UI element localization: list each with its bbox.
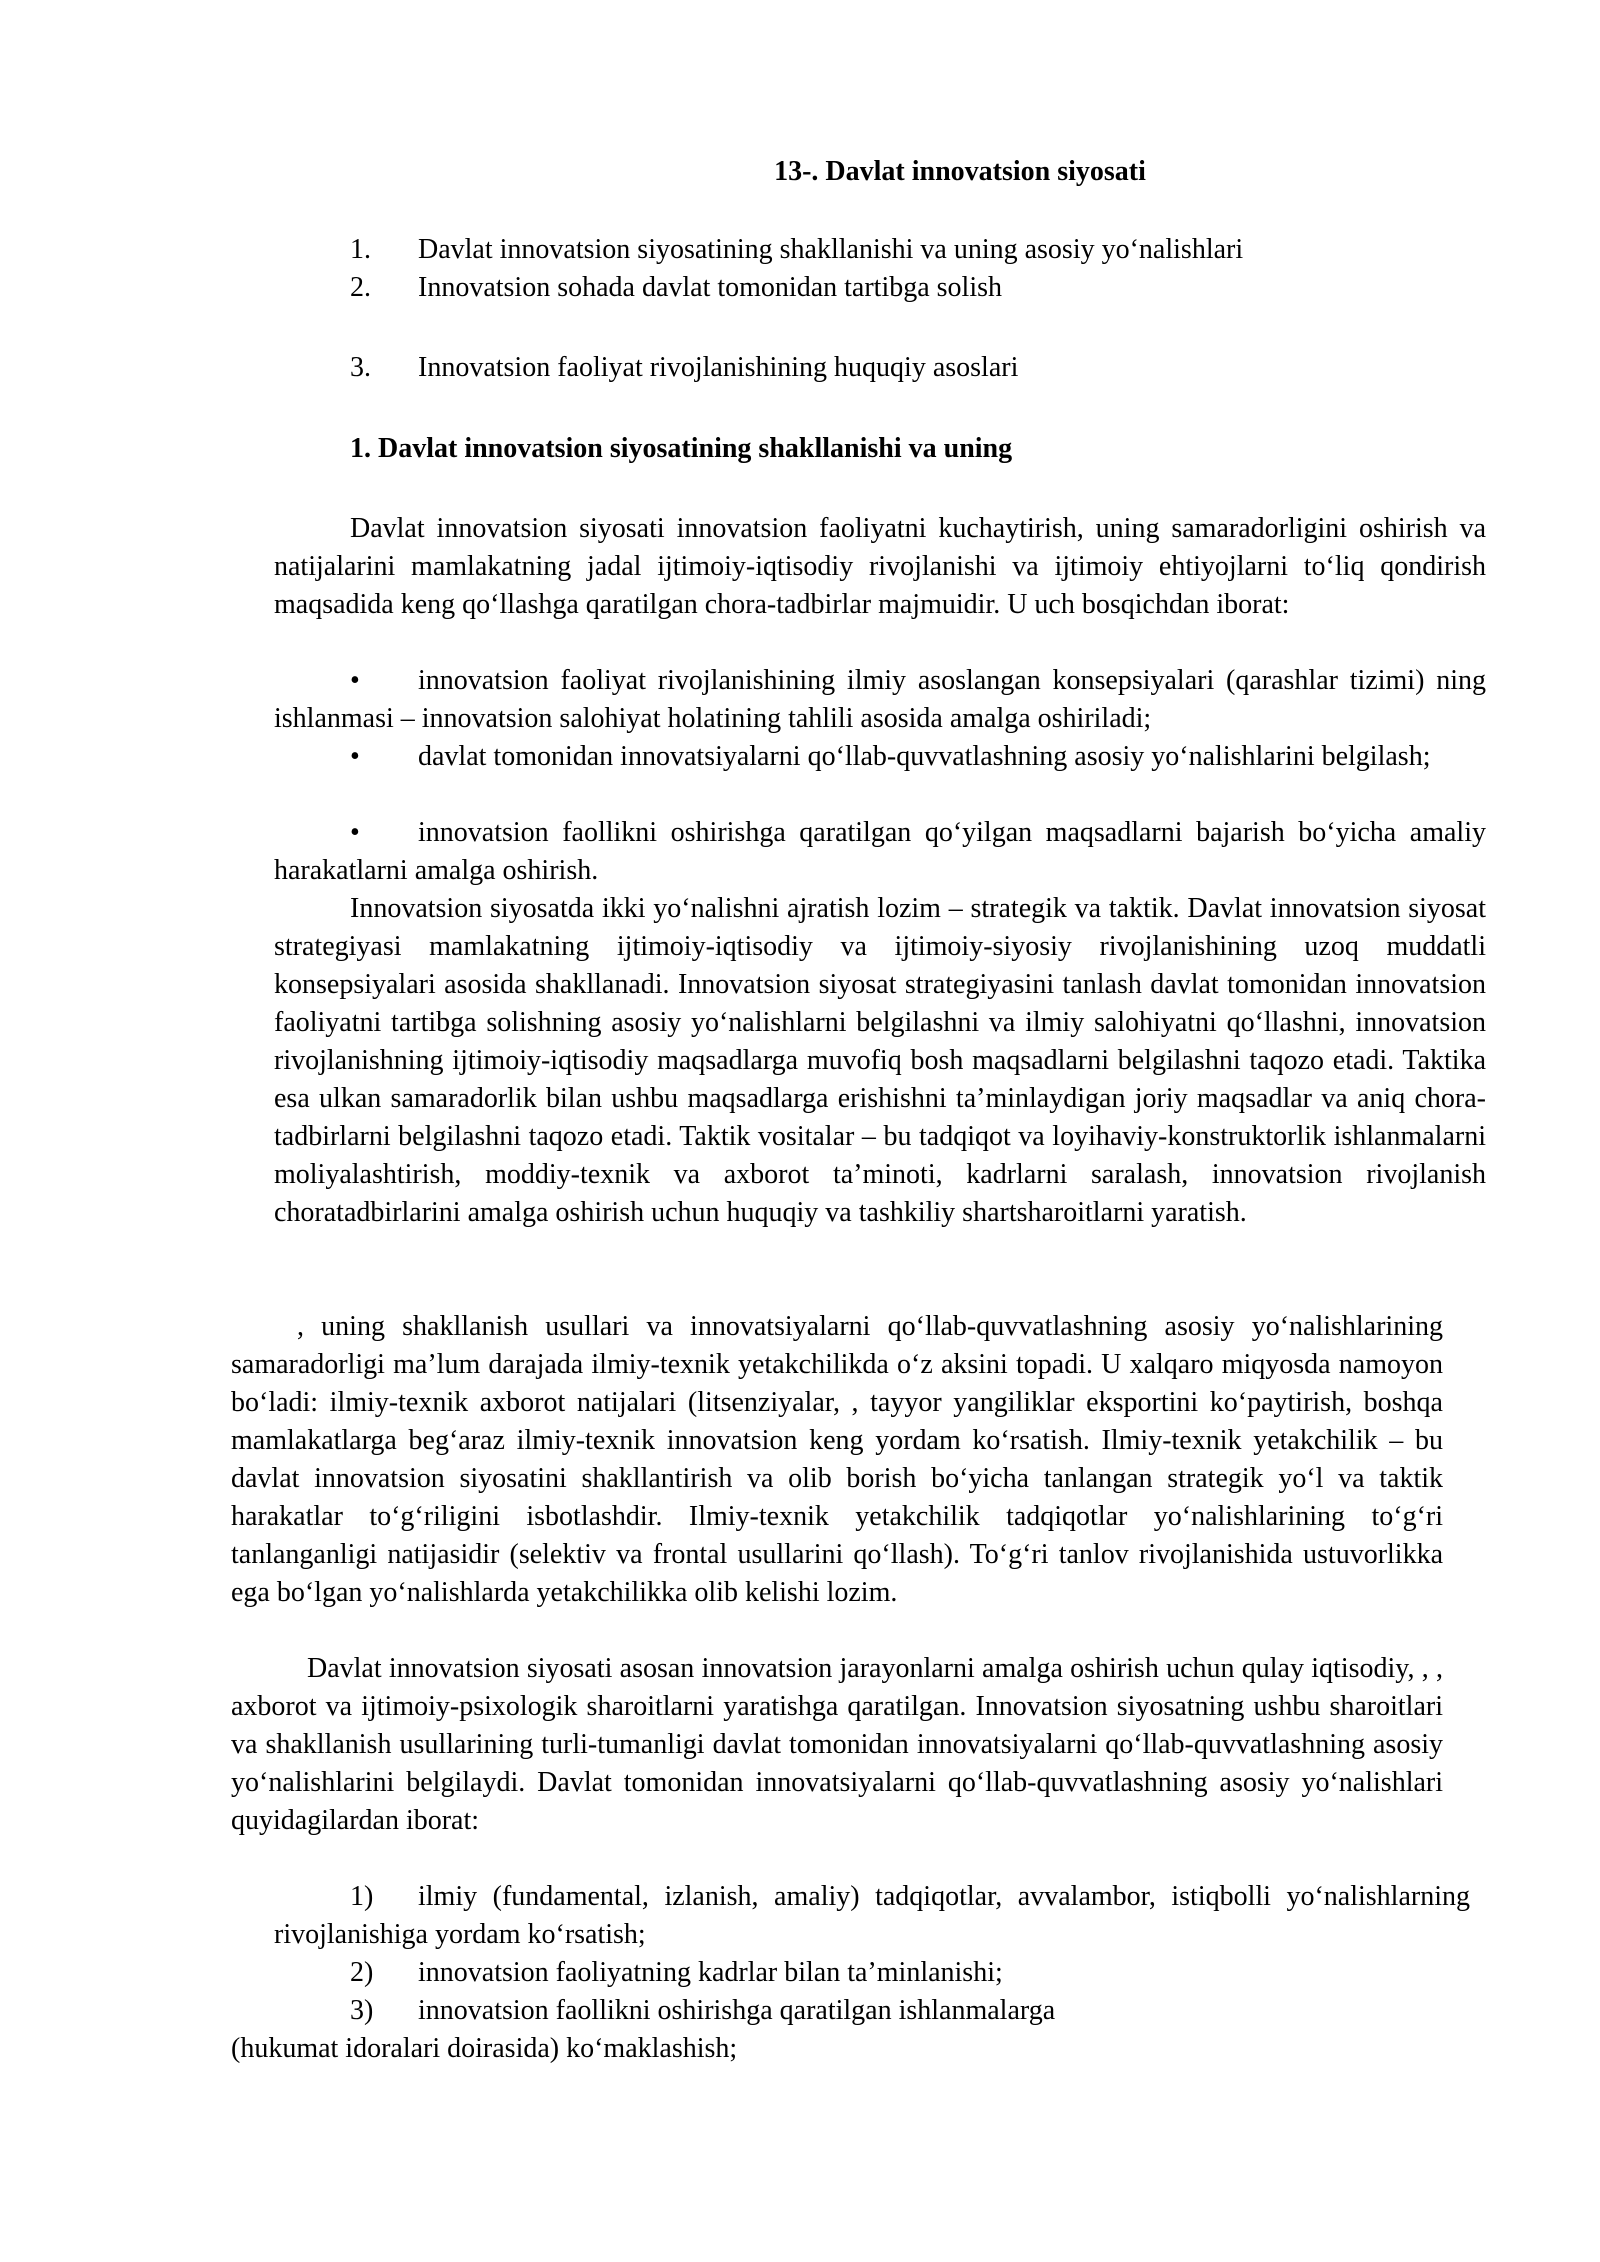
- numbered-item: [274, 1878, 1470, 1954]
- bullet-item: [274, 662, 1486, 738]
- item-number: 1): [350, 1881, 374, 1912]
- bullet-text: innovatsion faoliyat rivojlanishining ilmiy asoslangan konsepsiyalari (qarashlar tizimi) ning ishlanmasi – innovatsion salohiyat holatining tahlili asosida amalga oshiriladi;: [274, 665, 1486, 734]
- bullet-text: innovatsion faollikni oshirishga qaratilgan qo‘yilgan maqsadlarni bajarish bo‘yicha amaliy harakatlarni amalga oshirish.: [274, 817, 1486, 886]
- item-number: 2): [350, 1957, 374, 1988]
- paragraph-strategy: Innovatsion siyosatda ikki yo‘nalishni ajratish lozim – strategik va taktik. Davlat innovatsion siyosat strategiyasi mamlakatning ijtimoiy-iqtisodiy va ijtimoiy-siyosiy rivojlanishining uzoq muddatli konsepsiyalari asosida shakllanadi. Innovatsion siyosat strategiyasini tanlash davlat tomonidan innovatsion faoliyatni tartibga solishning asosiy yo‘nalishlarni belgilashni va ilmiy salohiyatni qo‘llashni, innovatsion rivojlanishning ijtimoiy-iqtisodiy maqsadlarga muvofiq bosh maqsadlarni belgilashni taqozo etadi. Taktika esa ulkan samaradorlik bilan ushbu maqsadlarga erishishni ta’minlaydigan joriy maqsadlar va aniq chora-tadbirlarni belgilashni taqozo etadi. Taktik vositalar – bu tadqiqot va loyihaviy-konstruktorlik ishlanmalarni moliyalashtirish, moddiy-texnik va axborot ta’minoti, kadrlarni saralash, innovatsion rivojlanish choratadbirlarini amalga oshirish uchun huquqiy va tashkiliy shartsharoitlarni yaratish.: [274, 893, 1486, 1228]
- table-of-contents: [350, 231, 1500, 307]
- toc-number: 3.: [350, 352, 371, 383]
- toc-text: Innovatsion faoliyat rivojlanishining huquqiy asoslari: [418, 352, 1019, 383]
- toc-text: Innovatsion sohada davlat tomonidan tartibga solish: [418, 272, 1003, 303]
- section-heading: 1. Davlat innovatsion siyosatining shakllanishi va uning: [350, 433, 1013, 464]
- table-of-contents-item-3: [350, 349, 1500, 387]
- bullet-icon: •: [350, 741, 360, 772]
- document-title: 13-. Davlat innovatsion siyosati: [774, 156, 1146, 187]
- item-text: innovatsion faollikni oshirishga qaratilgan ishlanmalarga: [418, 1995, 1056, 2026]
- closing-line: (hukumat idoralari doirasida) ko‘maklashish;: [231, 2033, 738, 2064]
- bullet-item: [274, 738, 1486, 776]
- toc-number: 2.: [350, 272, 371, 303]
- paragraph-support: Davlat innovatsion siyosati asosan innovatsion jarayonlarni amalga oshirish uchun qulay iqtisodiy, , , axborot va ijtimoiy-psixologik sharoitlarni yaratishga qaratilgan. Innovatsion siyosatning ushbu sharoitlari va shakllanish usullarining turli-tumanligi davlat tomonidan innovatsiyalarni qo‘llab-quvvatlashning asosiy yo‘nalishlarini belgilaydi. Davlat tomonidan innovatsiyalarni qo‘llab-quvvatlashning asosiy yo‘nalishlari quyidagilardan iborat:: [231, 1653, 1443, 1836]
- item-text: innovatsion faoliyatning kadrlar bilan ta’minlanishi;: [418, 1957, 1003, 1988]
- bullet-icon: •: [350, 665, 360, 696]
- toc-item: [350, 349, 1500, 387]
- paragraph-intro: Davlat innovatsion siyosati innovatsion faoliyatni kuchaytirish, uning samaradorligini oshirish va natijalarini mamlakatning jadal ijtimoiy-iqtisodiy rivojlanishi va ijtimoiy ehtiyojlarni to‘liq qondirish maqsadida keng qo‘llashga qaratilgan chora-tadbirlar majmuidir. U uch bosqichdan iborat:: [274, 513, 1486, 620]
- numbered-item: [274, 1954, 1470, 1992]
- toc-text: Davlat innovatsion siyosatining shakllanishi va uning asosiy yo‘nalishlari: [418, 234, 1244, 265]
- paragraph-leadership: , uning shakllanish usullari va innovatsiyalarni qo‘llab-quvvatlashning asosiy yo‘nalishlarining samaradorligi ma’lum darajada ilmiy-texnik yetakchilikda o‘z aksini topadi. U xalqaro miqyosda namoyon bo‘ladi: ilmiy-texnik axborot natijalari (litsenziyalar, , tayyor yangiliklar eksportini ko‘paytirish, boshqa mamlakatlarga beg‘araz ilmiy-texnik innovatsion keng yordam ko‘rsatish. Ilmiy-texnik yetakchilik – bu davlat innovatsion siyosatini shakllantirish va olib borish bo‘yicha tanlangan strategik yo‘l va taktik harakatlar to‘g‘riligini isbotlashdir. Ilmiy-texnik yetakchilik tadqiqotlar yo‘nalishlarining to‘g‘ri tanlanganligi natijasidir (selektiv va frontal usullarini qo‘llash). To‘g‘ri tanlov rivojlanishida ustuvorlikka ega bo‘lgan yo‘nalishlarda yetakchilikka olib kelishi lozim.: [231, 1311, 1443, 1608]
- toc-item: [350, 231, 1500, 269]
- toc-number: 1.: [350, 234, 371, 265]
- bullet-text: davlat tomonidan innovatsiyalarni qo‘llab-quvvatlashning asosiy yo‘nalishlarini belgilash;: [418, 741, 1431, 772]
- item-number: 3): [350, 1995, 374, 2026]
- item-text: ilmiy (fundamental, izlanish, amaliy) tadqiqotlar, avvalambor, istiqbolli yo‘nalishlarning rivojlanishiga yordam ko‘rsatish;: [274, 1881, 1470, 1950]
- numbered-item: [274, 1992, 1470, 2030]
- bullet-item: [274, 814, 1486, 890]
- bullet-icon: •: [350, 817, 360, 848]
- toc-item: [350, 269, 1500, 307]
